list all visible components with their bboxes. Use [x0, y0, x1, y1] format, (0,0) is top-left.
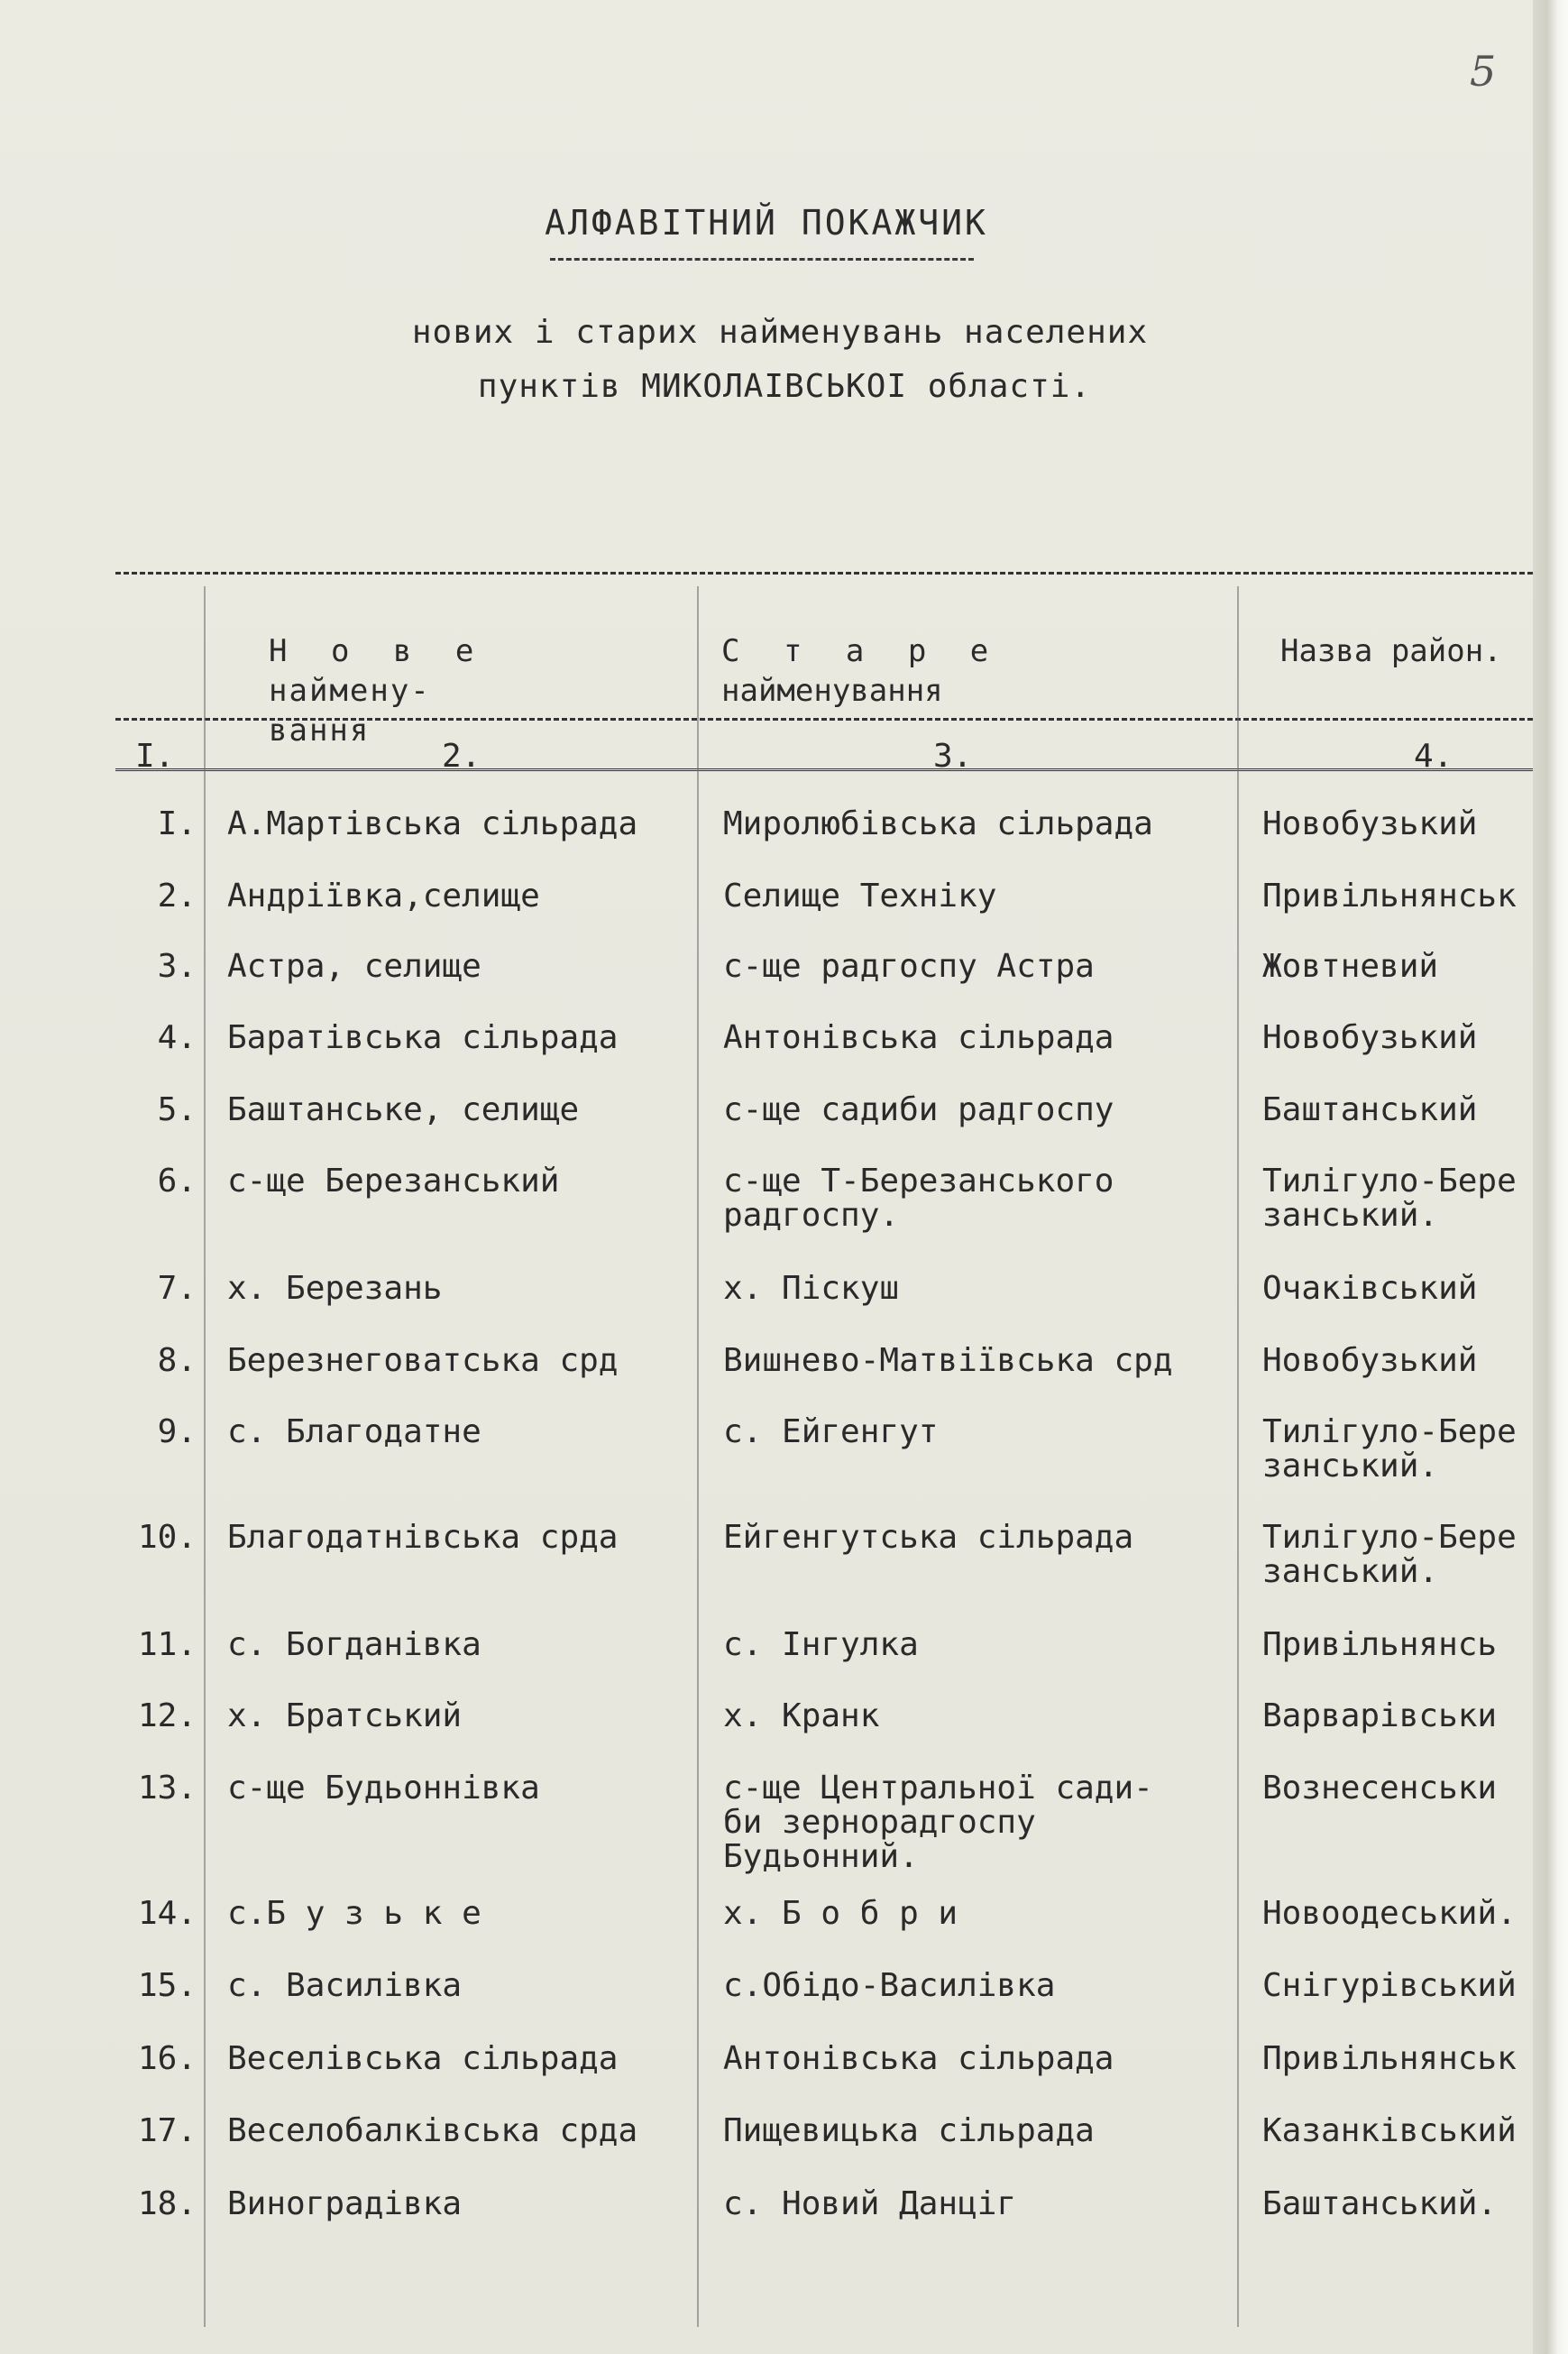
new-name-cell: с-ще Будьоннівка: [227, 1770, 540, 1807]
header-new-name-c: вання: [269, 713, 371, 749]
header-new-name-b: наймену-: [269, 673, 431, 709]
row-number: 16.: [137, 2040, 197, 2077]
new-name-cell: Баштанське, селище: [227, 1091, 580, 1128]
district-cell: Вознесенськи: [1262, 1770, 1498, 1807]
header-new-name-a: Н о в е: [269, 633, 487, 669]
row-number: 14.: [137, 1895, 197, 1932]
new-name-cell: с. Богданівка: [227, 1626, 481, 1663]
row-number: 10.: [137, 1519, 197, 1556]
column-number-3: 3.: [933, 738, 973, 775]
header-district: Назва район.: [1280, 633, 1502, 669]
row-number: 6.: [157, 1163, 197, 1200]
district-cell: Новоодеський.: [1262, 1895, 1517, 1932]
column-number-rule: [115, 768, 1533, 771]
row-number: 7.: [157, 1270, 197, 1307]
old-name-cell: Антонівська сільрада: [723, 2040, 1114, 2077]
new-name-cell: с.Б у з ь к е: [227, 1895, 481, 1932]
new-name-cell: х. Березань: [227, 1270, 443, 1307]
district-cell: Тилігуло-Бере занський.: [1262, 1163, 1517, 1234]
new-name-cell: Виноградівка: [227, 2185, 463, 2222]
old-name-cell: Антонівська сільрада: [723, 1019, 1114, 1056]
column-number-1: І.: [135, 738, 175, 775]
old-name-cell: х. Кранк: [723, 1697, 880, 1734]
old-name-cell: с-ще Центральної сади- би зернорадгоспу Будьонний.: [723, 1770, 1153, 1875]
row-number: 5.: [157, 1091, 197, 1128]
old-name-cell: с. Ейгенгут: [723, 1413, 939, 1450]
subtitle-line-1: нових і старих найменувань населених: [411, 314, 1149, 351]
table-top-rule: [115, 572, 1533, 575]
district-cell: Снігурівський: [1262, 1967, 1517, 2004]
old-name-cell: Пищевицька сільрада: [723, 2112, 1095, 2149]
header-old-name-a: С т а р е: [721, 633, 1002, 669]
old-name-cell: с-ще садиби радгоспу: [723, 1091, 1114, 1128]
new-name-cell: А.Мартівська сільрада: [227, 805, 638, 842]
new-name-cell: х. Братський: [227, 1697, 463, 1734]
header-new-name: [269, 631, 665, 750]
new-name-cell: с-ще Березанський: [227, 1163, 560, 1200]
new-name-cell: Веселівська сільрада: [227, 2040, 619, 2077]
old-name-cell: с.Обідо-Василівка: [723, 1967, 1056, 2004]
row-number: 13.: [137, 1770, 197, 1807]
column-divider-1: [204, 586, 206, 2327]
column-divider-2: [697, 586, 699, 2327]
old-name-cell: с. Новий Данціг: [723, 2185, 1017, 2222]
subtitle-line-2: пунктів МИКОЛАІВСЬКОІ області.: [477, 368, 1092, 405]
old-name-cell: Ейгенгутська сільрада: [723, 1519, 1134, 1556]
header-old-name-b: найменування: [721, 673, 943, 709]
district-cell: Привільнянськ: [1262, 878, 1517, 915]
district-cell: Новобузький: [1262, 805, 1478, 842]
new-name-cell: с. Благодатне: [227, 1413, 481, 1450]
old-name-cell: Миролюбівська сільрада: [723, 805, 1153, 842]
new-name-cell: Благодатнівська срда: [227, 1519, 619, 1556]
district-cell: Казанківський: [1262, 2112, 1517, 2149]
old-name-cell: Вишнево-Матвіївська срд: [723, 1342, 1173, 1379]
district-cell: Новобузький: [1262, 1019, 1478, 1056]
district-cell: Новобузький: [1262, 1342, 1478, 1379]
new-name-cell: Астра, селище: [227, 948, 481, 985]
old-name-cell: с. Інгулка: [723, 1626, 919, 1663]
district-cell: Жовтневий: [1262, 948, 1439, 985]
new-name-cell: Березнеговатська срд: [227, 1342, 619, 1379]
column-number-4: 4.: [1414, 738, 1453, 775]
column-number-2: 2.: [442, 738, 481, 775]
row-number: 11.: [137, 1626, 197, 1663]
row-number: 4.: [157, 1019, 197, 1056]
old-name-cell: с-ще Т-Березанського радгоспу.: [723, 1163, 1114, 1234]
old-name-cell: х. Б о б р и: [723, 1895, 958, 1932]
district-cell: Баштанський.: [1262, 2185, 1498, 2222]
district-cell: Очаківський: [1262, 1270, 1478, 1307]
row-number: 9.: [157, 1413, 197, 1450]
row-number: 15.: [137, 1967, 197, 2004]
district-cell: Привільнянськ: [1262, 2040, 1517, 2077]
district-cell: Привільнянсь: [1262, 1626, 1498, 1663]
new-name-cell: с. Василівка: [227, 1967, 463, 2004]
old-name-cell: с-ще радгоспу Астра: [723, 948, 1095, 985]
district-cell: Баштанський: [1262, 1091, 1478, 1128]
district-cell: Тилігуло-Бере занський.: [1262, 1413, 1517, 1485]
district-cell: Тилігуло-Бере занський.: [1262, 1519, 1517, 1590]
district-cell: Варварівськи: [1262, 1697, 1498, 1734]
row-number: 17.: [137, 2112, 197, 2149]
page-number: 5: [1470, 47, 1497, 96]
row-number: 3.: [157, 948, 197, 985]
row-number: 18.: [137, 2185, 197, 2222]
row-number: І.: [157, 805, 197, 842]
old-name-cell: х. Піскуш: [723, 1270, 900, 1307]
old-name-cell: Селище Техніку: [723, 878, 997, 915]
header-old-name: [721, 631, 1226, 711]
title-underline: [550, 258, 974, 261]
new-name-cell: Веселобалківська срда: [227, 2112, 638, 2149]
new-name-cell: Андріївка,селище: [227, 878, 540, 915]
row-number: 2.: [157, 878, 197, 915]
row-number: 8.: [157, 1342, 197, 1379]
row-number: 12.: [137, 1697, 197, 1734]
document-title: АЛФАВІТНИЙ ПОКАЖЧИК: [545, 203, 988, 243]
column-divider-3: [1237, 586, 1239, 2327]
new-name-cell: Баратівська сільрада: [227, 1019, 619, 1056]
